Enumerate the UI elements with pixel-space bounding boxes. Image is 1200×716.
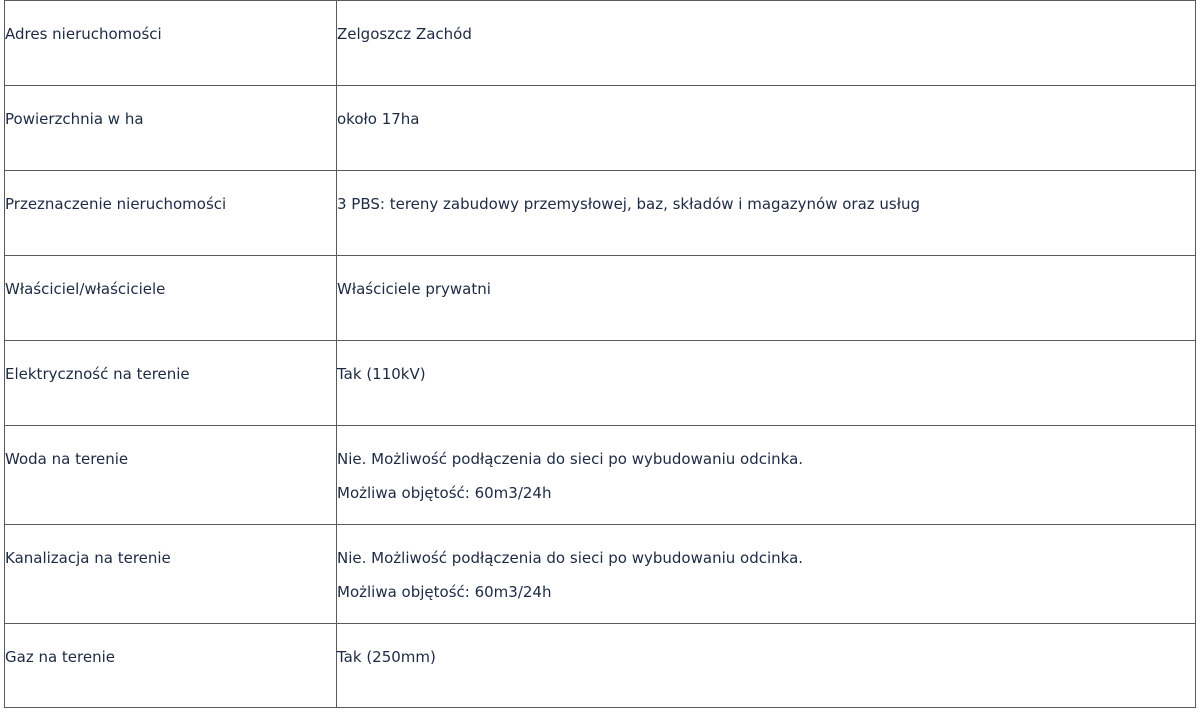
table-row-address bbox=[5, 1, 1196, 86]
value-cell bbox=[337, 426, 1196, 525]
table-row-owner bbox=[5, 256, 1196, 341]
row-value: Zelgoszcz Zachód bbox=[337, 25, 472, 43]
row-label: Adres nieruchomości bbox=[5, 25, 162, 43]
row-value: Tak (110kV) bbox=[337, 365, 426, 383]
label-cell bbox=[5, 171, 337, 256]
value-cell bbox=[337, 171, 1196, 256]
row-label: Kanalizacja na terenie bbox=[5, 549, 171, 567]
row-value: około 17ha bbox=[337, 110, 420, 128]
value-cell bbox=[337, 341, 1196, 426]
row-label: Woda na terenie bbox=[5, 450, 129, 468]
value-cell bbox=[337, 624, 1196, 708]
row-value: Tak (250mm) bbox=[337, 648, 436, 666]
label-cell bbox=[5, 1, 337, 86]
label-cell bbox=[5, 341, 337, 426]
row-label: Przeznaczenie nieruchomości bbox=[5, 195, 227, 213]
label-cell bbox=[5, 624, 337, 708]
table-row-water bbox=[5, 426, 1196, 525]
table-row-area bbox=[5, 86, 1196, 171]
row-value: Nie. Możliwość podłączenia do sieci po wybudowaniu odcinka. bbox=[337, 450, 804, 468]
table-row-electricity bbox=[5, 341, 1196, 426]
value-cell bbox=[337, 256, 1196, 341]
row-value-secondary: Możliwa objętość: 60m3/24h bbox=[337, 583, 552, 601]
row-label: Gaz na terenie bbox=[5, 648, 116, 666]
row-value-secondary: Możliwa objętość: 60m3/24h bbox=[337, 484, 552, 502]
value-cell bbox=[337, 525, 1196, 624]
table-row-purpose bbox=[5, 171, 1196, 256]
label-cell bbox=[5, 525, 337, 624]
value-cell bbox=[337, 86, 1196, 171]
property-details-table bbox=[4, 0, 1196, 708]
row-value: Właściciele prywatni bbox=[337, 280, 491, 298]
row-label: Elektryczność na terenie bbox=[5, 365, 190, 383]
row-label: Powierzchnia w ha bbox=[5, 110, 144, 128]
label-cell bbox=[5, 256, 337, 341]
table-row-gas bbox=[5, 624, 1196, 708]
label-cell bbox=[5, 426, 337, 525]
table-row-sewerage bbox=[5, 525, 1196, 624]
row-label: Właściciel/właściciele bbox=[5, 280, 166, 298]
value-cell bbox=[337, 1, 1196, 86]
row-value: Nie. Możliwość podłączenia do sieci po wybudowaniu odcinka. bbox=[337, 549, 804, 567]
row-value: 3 PBS: tereny zabudowy przemysłowej, baz, składów i magazynów oraz usług bbox=[337, 195, 921, 213]
label-cell bbox=[5, 86, 337, 171]
